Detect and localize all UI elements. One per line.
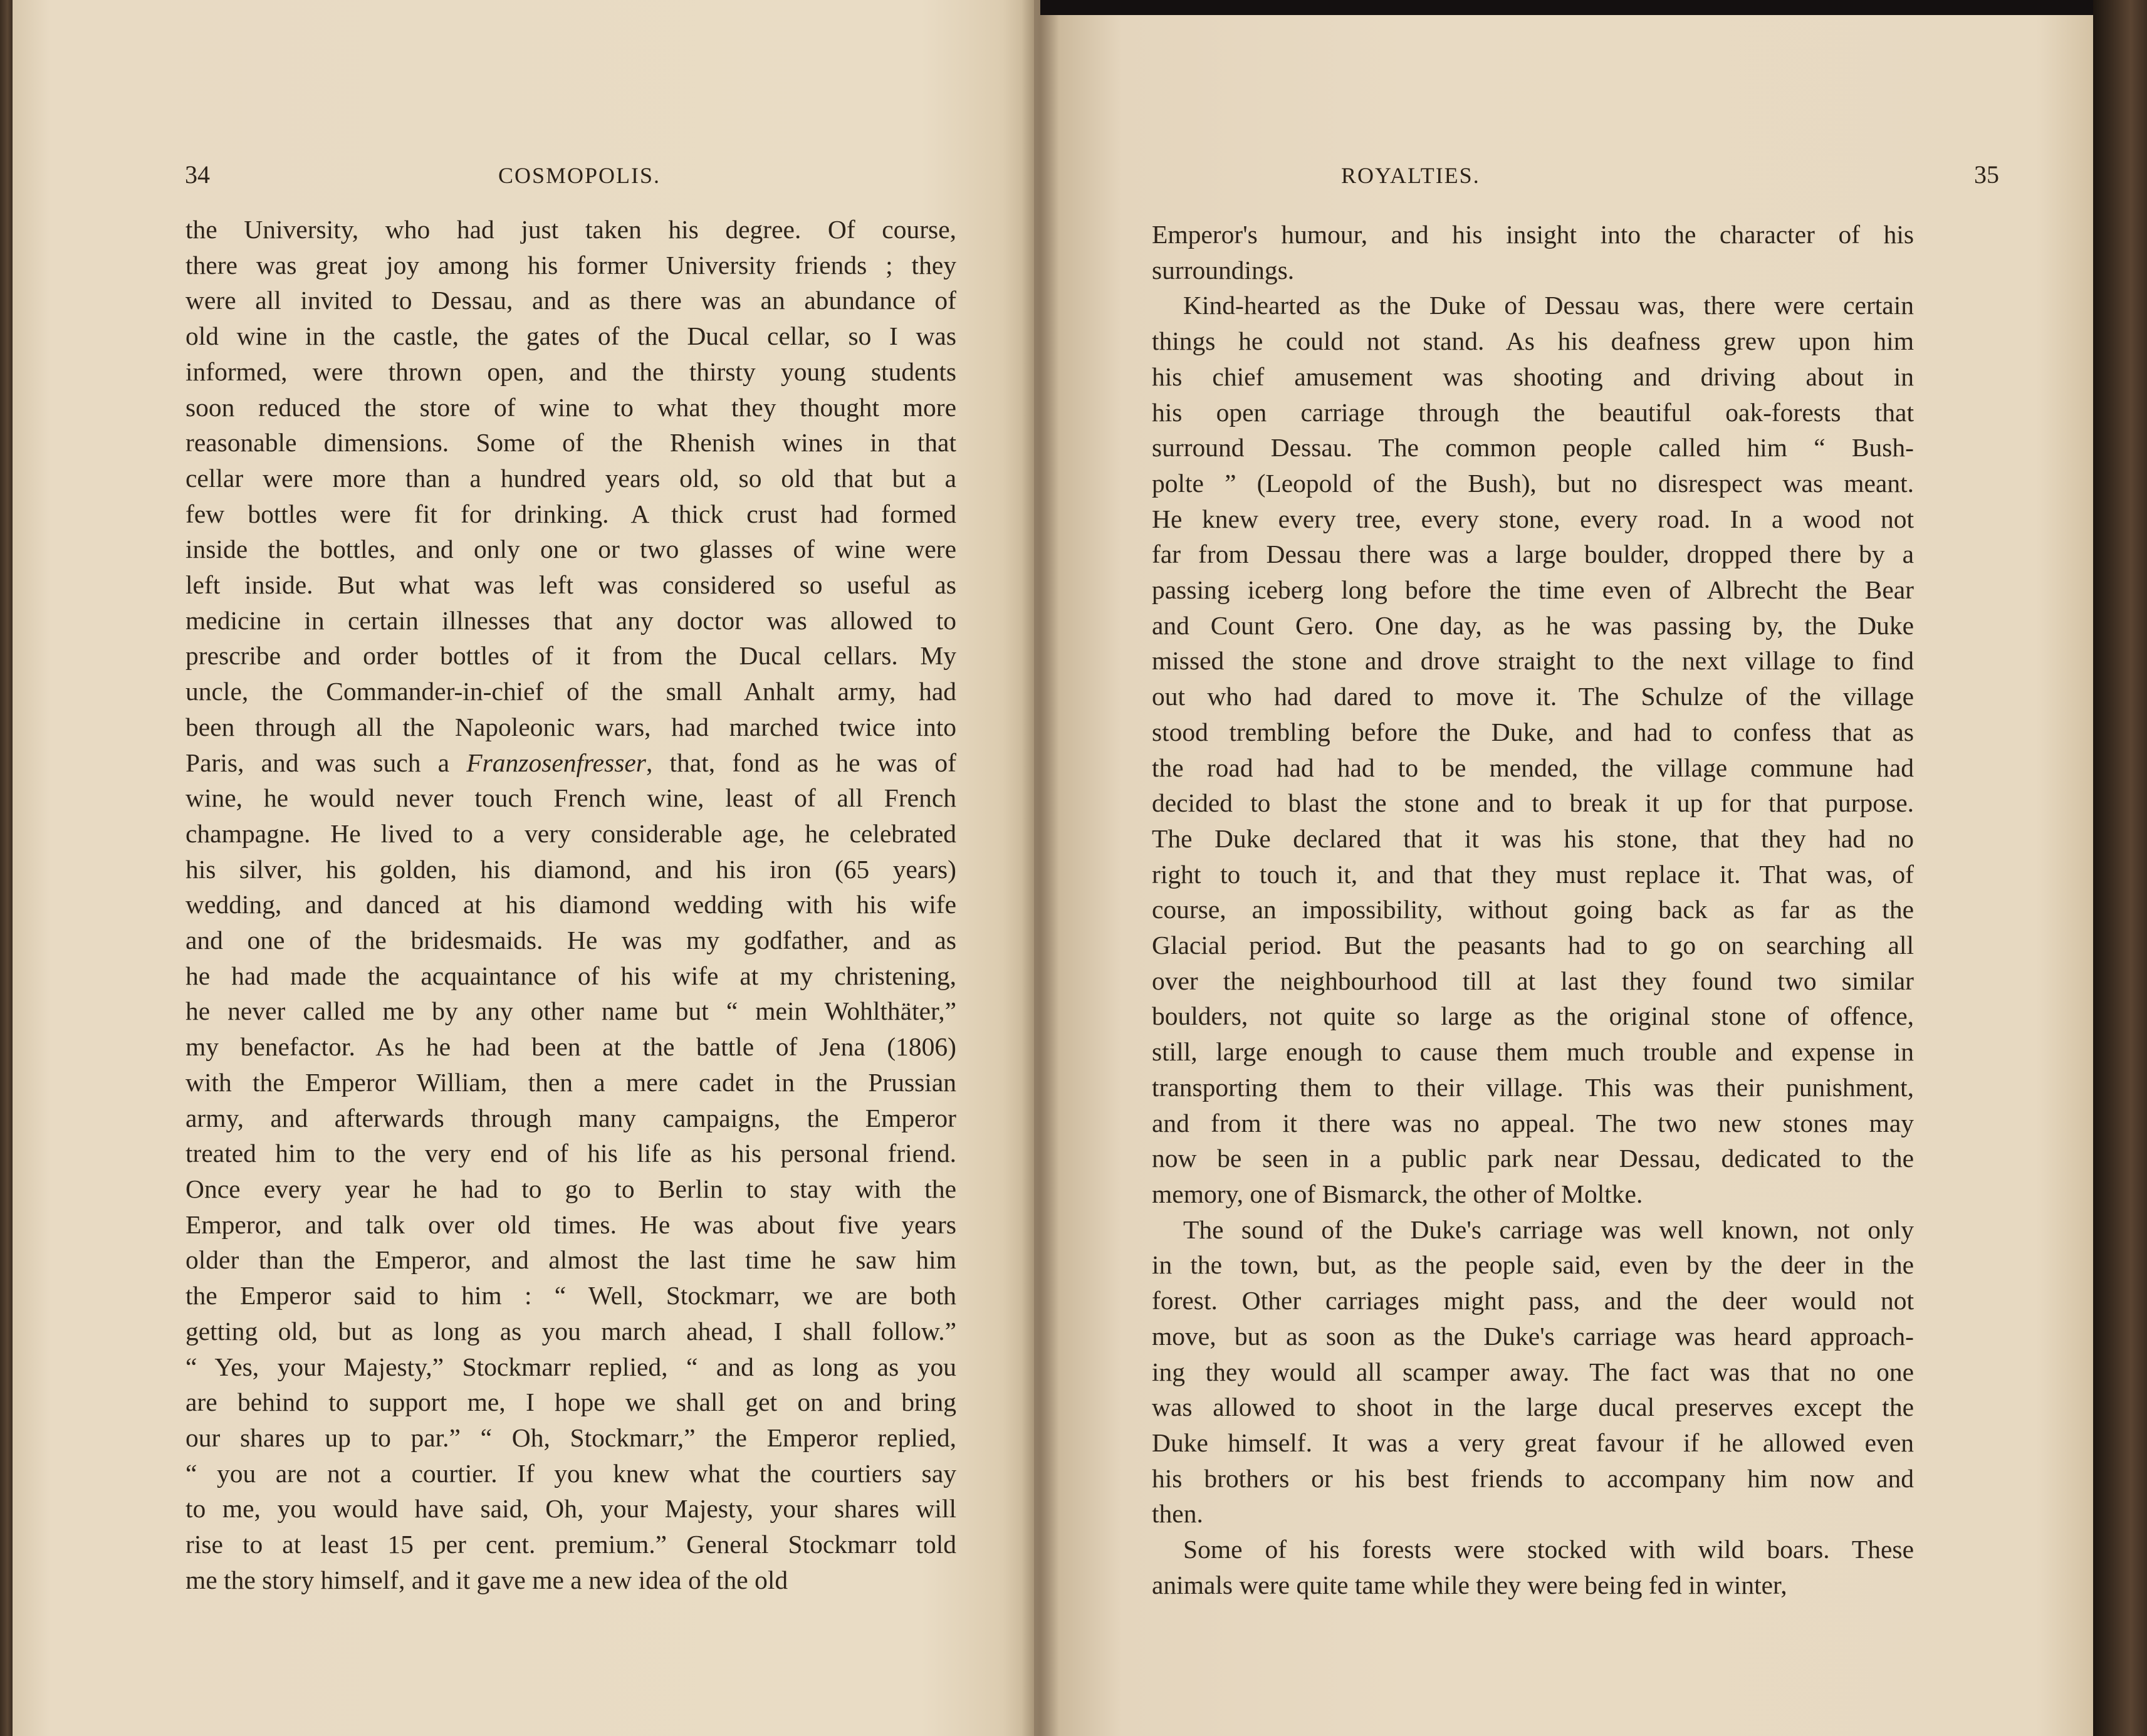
text-line: course, an impossibility, without going back as far as the <box>1152 895 1914 924</box>
text-line: ing they would all scamper away. The fact was that no one <box>1152 1357 1914 1386</box>
text-line: Duke himself. It was a very great favour if he allowed even <box>1152 1428 1914 1457</box>
dark-background-strip <box>1040 0 2099 15</box>
text-line: he had made the acquaintance of his wife at my christening, <box>185 961 956 990</box>
text-line: passing iceberg long before the time even of Albrecht the Bear <box>1152 575 1914 605</box>
text-line: his chief amusement was shooting and driving about in <box>1152 362 1914 391</box>
text-line: with the Emperor William, then a mere cadet in the Prussian <box>185 1067 956 1097</box>
text-line: left inside. But what was left was considered so useful as <box>185 570 956 600</box>
text-line: was allowed to shoot in the large ducal preserves except the <box>1152 1393 1914 1422</box>
text-line: few bottles were fit for drinking. A thick crust had formed <box>185 499 956 528</box>
text-line: transporting them to their village. This was their punishment, <box>1152 1072 1914 1102</box>
text-line: been through all the Napoleonic wars, had marched twice into <box>185 712 956 741</box>
text-line: old wine in the castle, the gates of the Ducal cellar, so I was <box>185 322 956 351</box>
text-line: still, large enough to cause them much trouble and expense in <box>1152 1037 1914 1067</box>
text-line: The Duke declared that it was his stone, that they had no <box>1152 824 1914 853</box>
book-gutter <box>1021 0 1059 1736</box>
text-line: surroundings. <box>1152 255 1295 285</box>
text-line: wine, he would never touch French wine, least of all French <box>185 783 956 813</box>
right-page-body <box>1152 217 1914 1603</box>
italic-term: Franzosenfresser <box>466 748 646 777</box>
text-line: he never called me by any other name but “ mein Wohlthäter,” <box>185 996 956 1026</box>
text-line: reasonable dimensions. Some of the Rhenish wines in that <box>185 428 956 458</box>
text-line: The sound of the Duke's carriage was well known, not only <box>1183 1215 1914 1244</box>
text-line: uncle, the Commander-in-chief of the small Anhalt army, had <box>185 677 956 706</box>
right-running-head: ROYALTIES. <box>1341 163 1480 188</box>
text-line: “ Yes, your Majesty,” Stockmarr replied, “ and as long as you <box>185 1352 956 1381</box>
text-line: Kind-hearted as the Duke of Dessau was, there were certain <box>1183 291 1914 320</box>
text-line: champagne. He lived to a very considerable age, he celebrated <box>185 818 956 848</box>
text-line: his silver, his golden, his diamond, and his iron (65 years) <box>185 854 956 884</box>
text-line: polte ” (Leopold of the Bush), but no disrespect was meant. <box>1152 468 1914 498</box>
text-line: “ you are not a courtier. If you knew what the courtiers say <box>185 1458 956 1488</box>
text-line: Paris, and was such a Franzosenfresser, that, fond as he was of <box>185 748 957 777</box>
text-line: Emperor, and talk over old times. He was about five years <box>185 1210 956 1239</box>
text-line: soon reduced the store of wine to what they thought more <box>185 392 956 422</box>
text-line: informed, were thrown open, and the thirsty young students <box>185 357 956 386</box>
left-page-body <box>185 212 956 1597</box>
text-line: Some of his forests were stocked with wild boars. These <box>1183 1535 1914 1564</box>
text-line: forest. Other carriages might pass, and the deer would not <box>1152 1286 1914 1315</box>
text-line: were all invited to Dessau, and as there was an abundance of <box>185 286 956 315</box>
text-line: now be seen in a public park near Dessau, dedicated to the <box>1152 1144 1914 1173</box>
text-line: medicine in certain illnesses that any doctor was allowed to <box>185 605 956 635</box>
text-line: me the story himself, and it gave me a new idea of the old <box>185 1565 788 1594</box>
text-line: are behind to support me, I hope we shall get on and bring <box>185 1388 956 1417</box>
text-line: wedding, and danced at his diamond wedding with his wife <box>185 890 956 919</box>
text-line: He knew every tree, every stone, every road. In a wood not <box>1152 504 1914 533</box>
text-line: army, and afterwards through many campaigns, the Emperor <box>185 1103 956 1132</box>
text-line: animals were quite tame while they were being fed in winter, <box>1152 1570 1787 1599</box>
text-line: stood trembling before the Duke, and had to confess that as <box>1152 717 1914 746</box>
left-page-number: 34 <box>185 160 210 189</box>
text-line: inside the bottles, and only one or two glasses of wine were <box>185 535 956 564</box>
left-running-head: COSMOPOLIS. <box>498 163 661 188</box>
text-line: the road had had to be mended, the village commune had <box>1152 753 1914 782</box>
text-line: older than the Emperor, and almost the last time he saw him <box>185 1245 956 1275</box>
left-page <box>13 0 1047 1736</box>
text-line: his brothers or his best friends to accompany him now and <box>1152 1463 1914 1493</box>
text-line: my benefactor. As he had been at the battle of Jena (1806) <box>185 1032 956 1062</box>
text-line: our shares up to par.” “ Oh, Stockmarr,” the Emperor replied, <box>185 1423 956 1452</box>
book-cover-edge <box>2093 0 2147 1736</box>
text-line: cellar were more than a hundred years old, so old that but a <box>185 463 956 493</box>
text-line: Emperor's humour, and his insight into the character of his <box>1152 220 1914 249</box>
text-line: treated him to the very end of his life as his personal friend. <box>185 1139 956 1168</box>
text-line: then. <box>1152 1499 1203 1529</box>
text-line: over the neighbourhood till at last they found two similar <box>1152 966 1914 995</box>
text-line: the Emperor said to him : “ Well, Stockmarr, we are both <box>185 1281 956 1310</box>
text-line: in the town, but, as the people said, even by the deer in the <box>1152 1250 1914 1280</box>
text-line: Glacial period. But the peasants had to go on searching all <box>1152 931 1914 960</box>
text-line: things he could not stand. As his deafness grew upon him <box>1152 327 1914 356</box>
text-line: and Count Gero. One day, as he was passing by, the Duke <box>1152 610 1914 640</box>
text-line: his open carriage through the beautiful oak-forests that <box>1152 397 1914 427</box>
text-line: and from it there was no appeal. The two new stones may <box>1152 1108 1914 1137</box>
text-line: there was great joy among his former University friends ; they <box>185 250 956 280</box>
text-line: to me, you would have said, Oh, your Majesty, your shares will <box>185 1494 956 1524</box>
text-line: boulders, not quite so large as the original stone of offence, <box>1152 1001 1914 1031</box>
text-line: right to touch it, and that they must replace it. That was, of <box>1152 859 1914 889</box>
text-line: move, but as soon as the Duke's carriage was heard approach- <box>1152 1321 1914 1351</box>
text-line: getting old, but as long as you march ahead, I shall follow.” <box>185 1316 956 1346</box>
right-page-number: 35 <box>1974 160 1999 189</box>
text-line: the University, who had just taken his degree. Of course, <box>185 215 956 244</box>
text-line: prescribe and order bottles of it from the Ducal cellars. My <box>185 641 956 671</box>
text-line: missed the stone and drove straight to the next village to find <box>1152 646 1914 676</box>
text-line: Once every year he had to go to Berlin to stay with the <box>185 1174 956 1203</box>
text-line: surround Dessau. The common people called him “ Bush- <box>1152 433 1914 463</box>
text-line: decided to blast the stone and to break it up for that purpose. <box>1152 788 1914 818</box>
text-line: far from Dessau there was a large boulder, dropped there by a <box>1152 540 1914 569</box>
right-page <box>1034 0 2093 1736</box>
text-line: memory, one of Bismarck, the other of Moltke. <box>1152 1179 1643 1208</box>
text-line: and one of the bridesmaids. He was my godfather, and as <box>185 926 956 955</box>
text-line: rise to at least 15 per cent. premium.” General Stockmarr told <box>185 1530 956 1559</box>
text-line: out who had dared to move it. The Schulze of the village <box>1152 682 1914 711</box>
